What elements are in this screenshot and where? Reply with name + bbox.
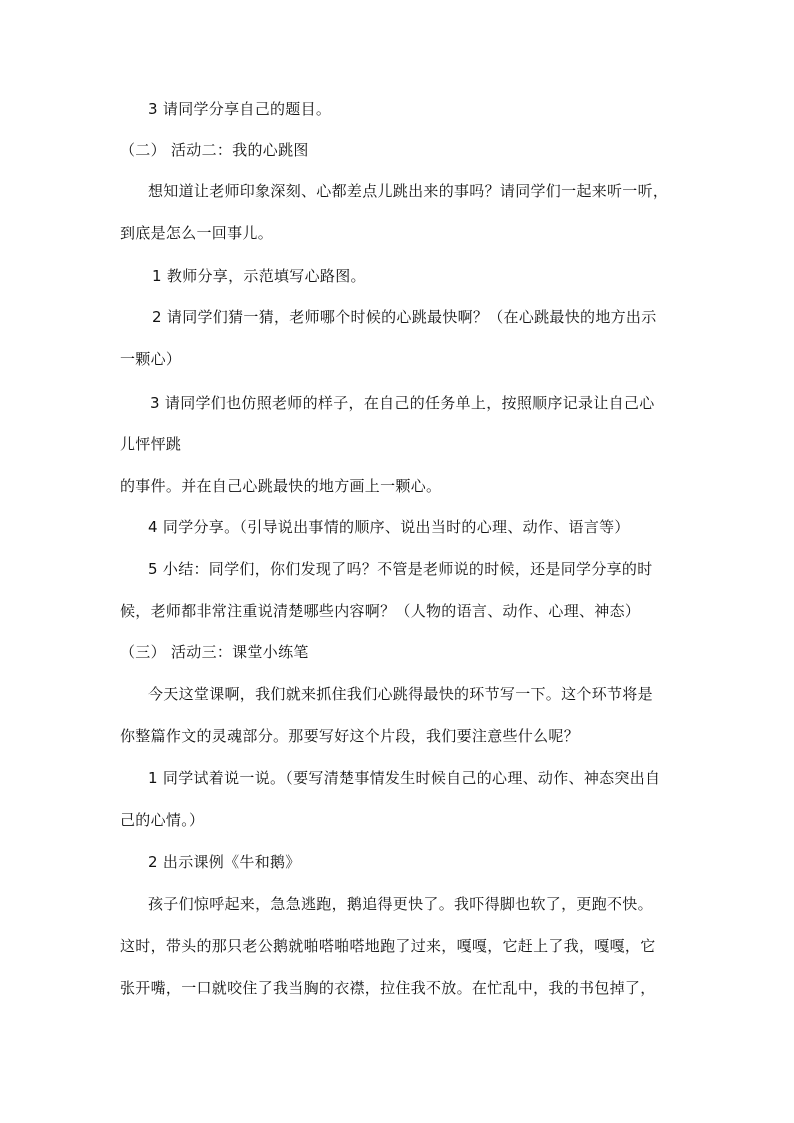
text-line-9: 儿怦怦跳 [120, 435, 182, 453]
text-line-12: 5 小结：同学们，你们发现了吗？不管是老师说的时候，还是同学分享的时 [148, 560, 653, 578]
section-heading-2: （二） 活动二：我的心跳图 [120, 141, 309, 159]
text-line-16: 你整篇作文的灵魂部分。那要写好这个片段，我们要注意些什么呢？ [120, 727, 580, 745]
section-heading-3: （三） 活动三：课堂小练笔 [120, 643, 309, 661]
text-line-22: 张开嘴，一口就咬住了我当胸的衣襟，拉住我不放。在忙乱中，我的书包掉了， [120, 979, 656, 997]
text-line-15: 今天这堂课啊，我们就来抓住我们心跳得最快的环节写一下。这个环节将是 [148, 685, 653, 703]
text-line-6: 2 请同学们猜一猜，老师哪个时候的心跳最快啊？（在心跳最快的地方出示 [152, 308, 657, 326]
text-line-10: 的事件。并在自己心跳最快的地方画上一颗心。 [120, 477, 442, 495]
text-line-7: 一颗心） [120, 350, 182, 368]
text-line-13: 候，老师都非常注重说清楚哪些内容啊？（人物的语言、动作、心理、神态） [120, 602, 641, 620]
text-line-21: 这时，带头的那只老公鹅就啪嗒啪嗒地跑了过来，嘎嘎，它赶上了我，嘎嘎，它 [120, 937, 656, 955]
text-line-19: 2 出示课例《牛和鹅》 [148, 853, 301, 871]
text-line-20: 孩子们惊呼起来，急急逃跑，鹅追得更快了。我吓得脚也软了，更跑不快。 [148, 895, 653, 913]
text-line-1: 3 请同学分享自己的题目。 [148, 100, 332, 118]
text-line-3: 想知道让老师印象深刻、心都差点儿跳出来的事吗？请同学们一起来听一听， [148, 182, 669, 200]
text-line-5: 1 教师分享，示范填写心路图。 [152, 267, 366, 285]
text-line-18: 己的心情。） [120, 811, 205, 829]
text-line-8: 3 请同学们也仿照老师的样子，在自己的任务单上，按照顺序记录让自己心 [150, 394, 655, 412]
text-line-11: 4 同学分享。（引导说出事情的顺序、说出当时的心理、动作、语言等） [148, 518, 630, 536]
text-line-4: 到底是怎么一回事儿。 [120, 224, 274, 242]
text-line-17: 1 同学试着说一说。（要写清楚事情发生时候自己的心理、动作、神态突出自 [148, 769, 661, 787]
